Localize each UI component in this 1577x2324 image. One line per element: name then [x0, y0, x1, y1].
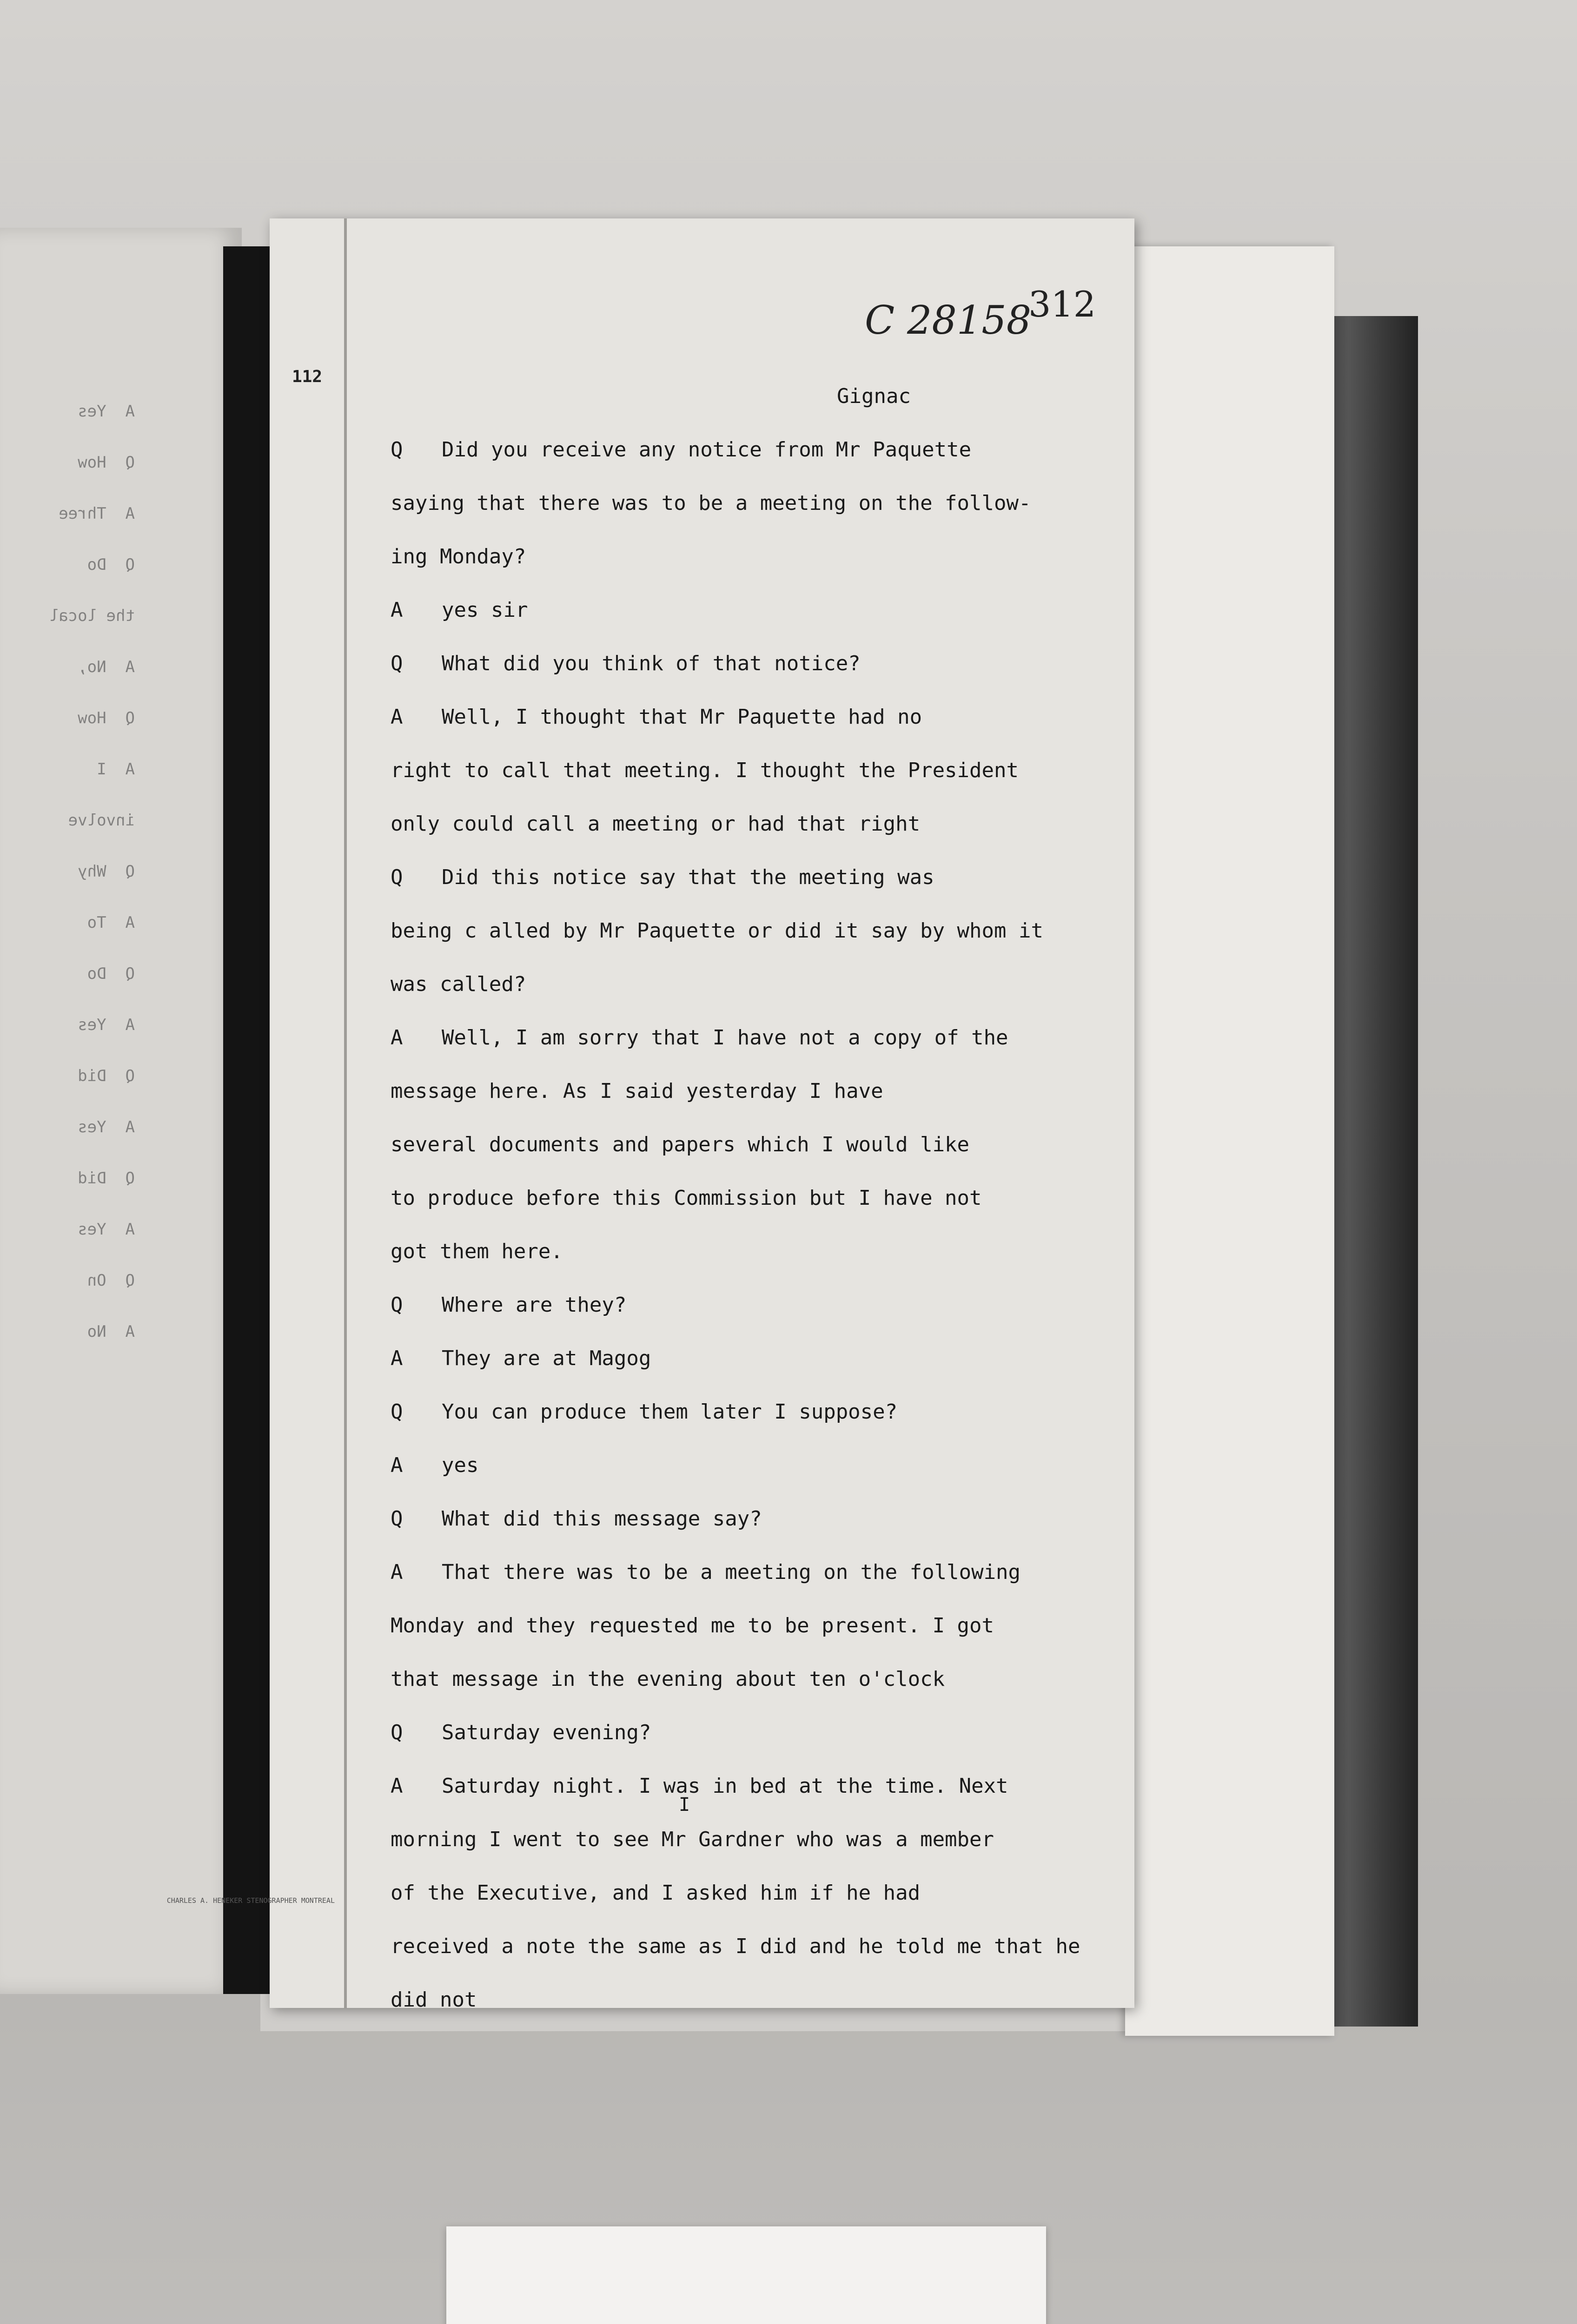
underlying-sheet	[1125, 246, 1334, 2036]
page-margin-line	[344, 218, 347, 2008]
transcript-line	[391, 1920, 1088, 1973]
transcript-line	[391, 1973, 1088, 2027]
transcript-line	[391, 957, 1088, 1011]
line-text: to produce before this Commission but I have not	[391, 1186, 982, 1210]
line-text: They are at Magog	[442, 1347, 651, 1370]
transcript-line	[391, 744, 1088, 797]
transcript-line	[391, 1439, 1088, 1492]
transcript-line	[391, 583, 1088, 637]
transcript-line	[391, 1492, 1088, 1545]
speaker-label: A	[391, 1774, 403, 1798]
transcript-line	[391, 1652, 1088, 1706]
speaker-label: A	[391, 1026, 403, 1050]
speaker-label: A	[391, 705, 403, 729]
transcript-line	[391, 851, 1088, 904]
typed-insertion: I	[679, 1794, 690, 1816]
transcript-line	[391, 476, 1088, 530]
transcript-line	[391, 1171, 1088, 1225]
line-text: message here. As I said yesterday I have	[391, 1079, 883, 1103]
reference-number: C 28158	[865, 297, 1032, 343]
transcript-line	[391, 1064, 1088, 1118]
transcript-lines	[391, 423, 1088, 2027]
line-text: Well, I thought that Mr Paquette had no	[442, 705, 922, 729]
line-text: yes	[442, 1453, 479, 1477]
line-text: right to call that meeting. I thought the President	[391, 759, 1019, 782]
transcript-line	[391, 1118, 1088, 1171]
line-text: only could call a meeting or had that right	[391, 812, 921, 836]
transcript-line	[391, 797, 1088, 851]
line-text: saying that there was to be a meeting on the follow-	[391, 491, 1031, 515]
witness-heading: Gignac	[837, 384, 911, 408]
transcript-line	[391, 690, 1088, 744]
transcript-line	[391, 530, 1088, 583]
transcript-line	[391, 1545, 1088, 1599]
line-text: morning I went to see Mr Gardner who was a member	[391, 1828, 994, 1851]
transcript-line	[391, 1011, 1088, 1064]
speaker-label: Q	[391, 1293, 403, 1317]
collection-label-card	[446, 2226, 1046, 2324]
speaker-label: A	[391, 1453, 403, 1477]
transcript-line	[391, 1225, 1088, 1278]
transcript-line	[391, 1813, 1088, 1866]
speaker-label: Q	[391, 1400, 403, 1424]
line-text: Monday and they requested me to be present. I got	[391, 1614, 994, 1637]
transcript-line	[391, 423, 1088, 476]
speaker-label: Q	[391, 652, 403, 675]
line-text: of the Executive, and I asked him if he had	[391, 1881, 921, 1905]
transcript-line	[391, 1866, 1088, 1920]
line-text: yes sir	[442, 598, 528, 622]
line-text: Where are they?	[442, 1293, 627, 1317]
line-text: was called?	[391, 972, 526, 996]
line-text: Did you receive any notice from Mr Paquette	[442, 438, 972, 462]
transcript-line	[391, 1332, 1088, 1385]
line-text: What did you think of that notice?	[442, 652, 861, 675]
transcript-line	[391, 1599, 1088, 1652]
line-text: that message in the evening about ten o'clock	[391, 1667, 945, 1691]
stenographer-stamp: CHARLES A. HENEKER STENOGRAPHER MONTREAL	[166, 1896, 335, 1905]
left-page-bleedthrough: A Yes Q How A Three Q Do the local A No, Q How A I involve Q Why A To Q Do A Yes Q Did A Yes Q Did A Yes Q On A No	[49, 402, 135, 1341]
speaker-label: Q	[391, 865, 403, 889]
transcript-line	[391, 904, 1088, 957]
line-text: What did this message say?	[442, 1507, 762, 1531]
line-text: being c alled by Mr Paquette or did it say by whom it	[391, 919, 1043, 943]
speaker-label: A	[391, 598, 403, 622]
line-text: did not	[391, 1988, 477, 2012]
transcript-line	[391, 1278, 1088, 1332]
speaker-label: Q	[391, 1507, 403, 1531]
speaker-label: Q	[391, 1721, 403, 1744]
line-text: Well, I am sorry that I have not a copy of the	[442, 1026, 1008, 1050]
line-text: Did this notice say that the meeting was	[442, 865, 934, 889]
line-text: That there was to be a meeting on the following	[442, 1560, 1021, 1584]
line-text: received a note the same as I did and he told me that he	[391, 1934, 1080, 1958]
speaker-label: A	[391, 1560, 403, 1584]
transcript-line	[391, 637, 1088, 690]
transcript-text	[391, 370, 1088, 2027]
transcript-line	[391, 1759, 1088, 1813]
transcript-line	[391, 1706, 1088, 1759]
line-text: Saturday evening?	[442, 1721, 651, 1744]
line-text: Saturday night. I was in bed at the time. Next	[442, 1774, 1008, 1798]
left-page-number: 112	[292, 367, 323, 386]
line-text: got them here.	[391, 1240, 563, 1263]
page-number: 312	[1028, 284, 1096, 325]
line-text: ing Monday?	[391, 545, 526, 568]
line-text: several documents and papers which I would like	[391, 1133, 970, 1156]
transcript-line	[391, 1385, 1088, 1439]
speaker-label: A	[391, 1347, 403, 1370]
line-text: You can produce them later I suppose?	[442, 1400, 898, 1424]
speaker-label: Q	[391, 438, 403, 462]
